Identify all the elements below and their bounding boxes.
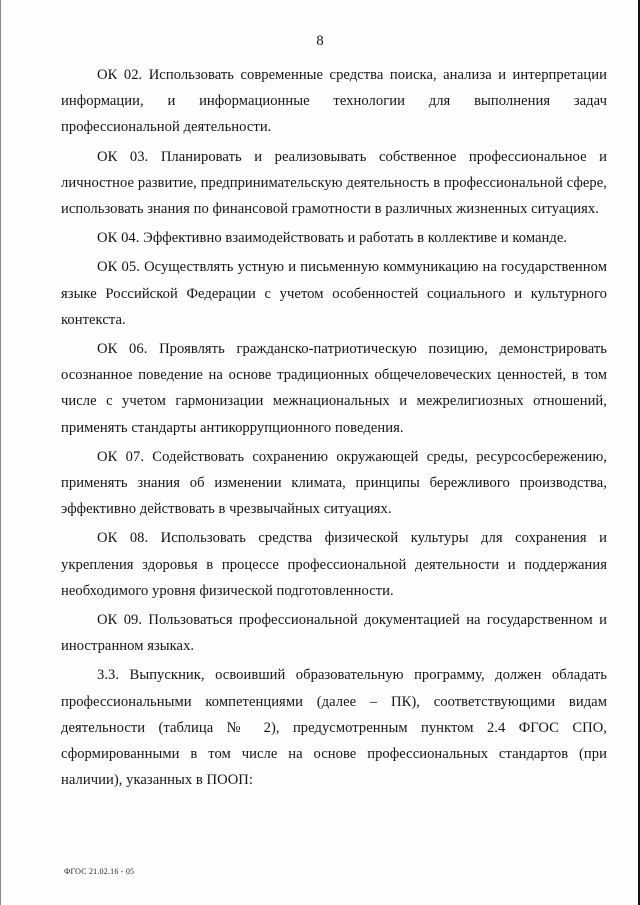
paragraph-ok-02: ОК 02. Использовать современные средства поиска, анализа и интерпретации информации, и информационные технологии для выполнения задач профессиональной деятельности. (61, 67, 607, 136)
paragraph-ok-08: ОК 08. Использовать средства физической культуры для сохранения и укрепления здоровья в процессе профессиональной деятельности и поддержания необходимого уровня физической подготовленности. (61, 530, 607, 599)
paragraph-ok-05: ОК 05. Осуществлять устную и письменную коммуникацию на государственном языке Российской Федерации с учетом особенностей социального и культурного контекста. (61, 259, 607, 328)
document-body (61, 62, 607, 796)
paragraph-ok-06: ОК 06. Проявлять гражданско-патриотическую позицию, демонстрировать осознанное поведение на основе традиционных общечеловеческих ценностей, в том числе с учетом гармонизации межнациональных и межрелигиозных отношений, применять стандарты антикоррупционного поведения. (61, 341, 607, 436)
paragraph-ok-09: ОК 09. Пользоваться профессиональной документацией на государственном и иностранном языках. (61, 612, 607, 655)
paragraph-3-3: 3.3. Выпускник, освоивший образовательную программу, должен обладать профессиональными компетенциями (далее – ПК), соответствующими видам деятельности (таблица № 2), предусмотренным пунктом 2.4 ФГОС СПО, сформированными в том числе на основе профессиональных стандартов (при наличии), указанных в ПООП: (61, 667, 607, 789)
paragraph-ok-03: ОК 03. Планировать и реализовывать собственное профессиональное и личностное развитие, предпринимательскую деятельность в профессиональной сфере, использовать знания по финансовой грамотности в различных жизненных ситуациях. (61, 148, 607, 218)
footer-standard-code: ФГОС 21.02.16 - 05 (64, 867, 135, 876)
scan-edge-left (0, 0, 1, 905)
page-number: 8 (316, 33, 324, 49)
paragraph-ok-07: ОК 07. Содействовать сохранению окружающей среды, ресурсосбережению, применять знания об изменении климата, принципы бережливого производства, эффективно действовать в чрезвычайных ситуациях. (61, 448, 607, 518)
paragraph-ok-04: ОК 04. Эффективно взаимодействовать и работать в коллективе и команде. (97, 230, 568, 247)
